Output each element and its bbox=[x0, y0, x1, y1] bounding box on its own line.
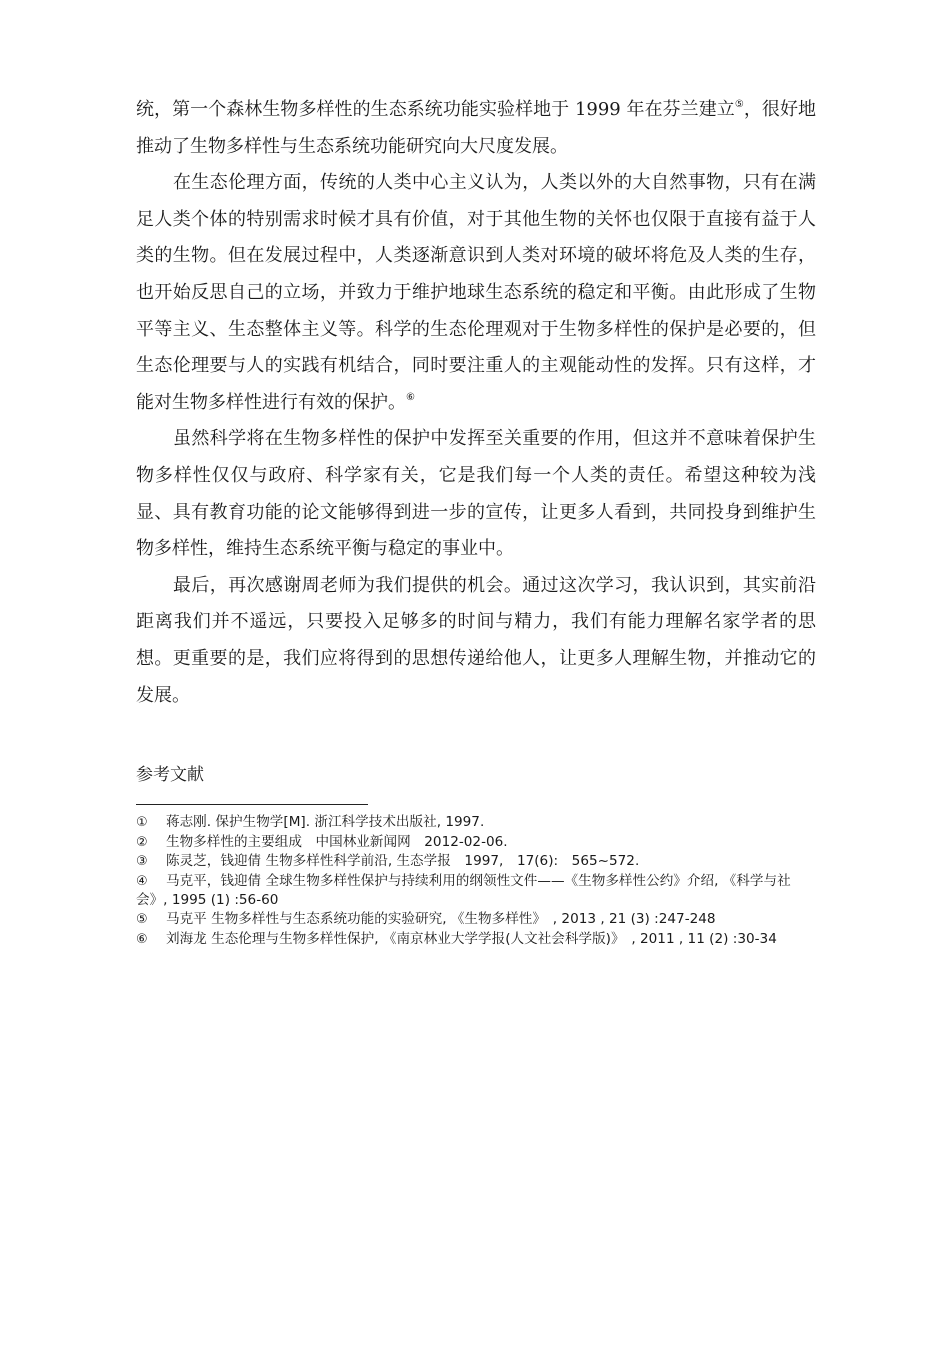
footnote-marker: ⑥ bbox=[406, 391, 415, 403]
body-paragraph-1 bbox=[136, 165, 816, 421]
reference-marker: ⑥ bbox=[136, 931, 148, 947]
reference-marker: ② bbox=[136, 834, 148, 850]
reference-item bbox=[136, 833, 816, 853]
reference-marker: ④ bbox=[136, 873, 148, 889]
paragraph-text: 最后，再次感谢周老师为我们提供的机会。通过这次学习，我认识到，其实前沿距离我们并不遥远，只要投入足够多的时间与精力，我们有能力理解名家学者的思想。更重要的是，我们应将得到的思想传递给他人，让更多人理解生物，并推动它的发展。 bbox=[136, 574, 816, 706]
reference-text: 陈灵芝，钱迎倩 生物多样性科学前沿, 生态学报 1997, 17(6): 565~572. bbox=[166, 853, 640, 870]
reference-marker: ⑤ bbox=[136, 912, 148, 928]
reference-text: 马克平，钱迎倩 全球生物多样性保护与持续利用的纲领性文件——《生物多样性公约》介绍, 《科学与社会》, 1995 (1) :56-60 bbox=[136, 872, 791, 909]
reference-text: 生物多样性的主要组成 中国林业新闻网 2012-02-06. bbox=[166, 833, 508, 850]
reference-text: 马克平 生物多样性与生态系统功能的实验研究, 《生物多样性》 , 2013 , 21 (3) :247-248 bbox=[166, 911, 716, 928]
reference-marker: ① bbox=[136, 815, 148, 831]
paragraph-text: 在生态伦理方面，传统的人类中心主义认为，人类以外的大自然事物，只有在满足人类个体的特别需求时候才具有价值，对于其他生物的关怀也仅限于直接有益于人类的生物。但在发展过程中，人类逐渐意识到人类对环境的破坏将危及人类的生存，也开始反思自己的立场，并致力于维护地球生态系统的稳定和平衡。由此形成了生物平等主义、生态整体主义等。科学的生态伦理观对于生物多样性的保护是必要的，但生态伦理要与人的实践有机结合，同时要注重人的主观能动性的发挥。只有这样，才能对生物多样性进行有效的保护。 bbox=[136, 172, 816, 413]
reference-text: 蒋志刚. 保护生物学[M]. 浙江科学技术出版社, 1997. bbox=[166, 814, 485, 831]
body-paragraph-3 bbox=[136, 568, 816, 714]
reference-text: 刘海龙 生态伦理与生物多样性保护, 《南京林业大学学报(人文社会科学版)》 , 2011 , 11 (2) :30-34 bbox=[166, 930, 777, 947]
paragraph-text: 统，第一个森林生物多样性的生态系统功能实验样地于 1999 年在芬兰建立 bbox=[136, 99, 735, 120]
footnote-divider bbox=[136, 804, 368, 805]
document-page bbox=[136, 92, 816, 949]
paragraph-text: ，很好地推动了生物多样性与生态系统功能研究向大尺度发展。 bbox=[136, 99, 817, 157]
paragraph-text: 虽然科学将在生物多样性的保护中发挥至关重要的作用，但这并不意味着保护生物多样性仅仅与政府、科学家有关，它是我们每一个人类的责任。希望这种较为浅显、具有教育功能的论文能够得到进一步的宣传，让更多人看到，共同投身到维护生物多样性，维持生态系统平衡与稳定的事业中。 bbox=[136, 428, 816, 560]
body-paragraph-0 bbox=[136, 92, 816, 165]
reference-item bbox=[136, 813, 816, 833]
reference-item bbox=[136, 852, 816, 872]
reference-marker: ③ bbox=[136, 854, 148, 870]
references-heading: 参考文献 bbox=[136, 765, 204, 786]
reference-list bbox=[136, 813, 816, 949]
footnote-marker: ⑤ bbox=[734, 99, 744, 110]
body-paragraph-2 bbox=[136, 421, 816, 567]
reference-item bbox=[136, 930, 816, 950]
reference-item bbox=[136, 872, 816, 910]
reference-item bbox=[136, 910, 816, 930]
